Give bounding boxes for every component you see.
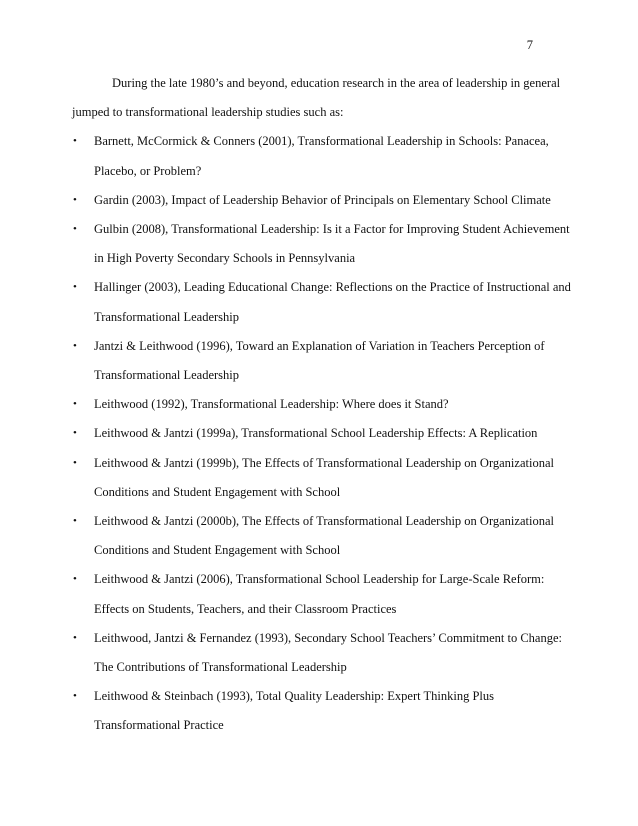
list-item: [72, 215, 572, 273]
reference-text: Barnett, McCormick & Conners (2001), Transformational Leadership in Schools: Panacea, Placebo, or Problem?: [94, 134, 549, 178]
list-item: [72, 419, 572, 448]
page-number: 7: [526, 38, 533, 52]
bullet-icon: •: [73, 515, 77, 528]
bullet-icon: •: [73, 427, 77, 440]
reference-text: Leithwood & Jantzi (2000b), The Effects of Transformational Leadership on Organizational Conditions and Student Engagement with School: [94, 514, 554, 558]
document-body: [72, 69, 572, 741]
reference-text: Jantzi & Leithwood (1996), Toward an Explanation of Variation in Teachers Perception of Transformational Leadership: [94, 338, 545, 383]
reference-list: [72, 127, 572, 740]
bullet-icon: •: [73, 631, 77, 644]
bullet-icon: •: [73, 281, 77, 294]
bullet-icon: •: [73, 573, 77, 586]
bullet-icon: •: [73, 456, 77, 469]
list-item: [72, 273, 572, 331]
reference-text: Gardin (2003), Impact of Leadership Behavior of Principals on Elementary School Climate: [94, 192, 551, 207]
list-item: [72, 390, 572, 419]
reference-text: Leithwood & Jantzi (1999a), Transformational School Leadership Effects: A Replication: [94, 426, 538, 441]
bullet-icon: •: [73, 223, 77, 236]
reference-text: Leithwood, Jantzi & Fernandez (1993), Secondary School Teachers’ Commitment to Change: The Contributions of Transformational Leadership: [94, 630, 562, 675]
list-item: [72, 449, 572, 507]
list-item: [72, 507, 572, 565]
reference-text: Hallinger (2003), Leading Educational Change: Reflections on the Practice of Instructional and Transformational Leadership: [94, 280, 571, 324]
bullet-icon: •: [73, 193, 77, 206]
bullet-icon: •: [73, 398, 77, 411]
list-item: [72, 186, 572, 215]
reference-text: Leithwood & Steinbach (1993), Total Quality Leadership: Expert Thinking Plus Transformational Practice: [94, 689, 494, 733]
reference-text: Leithwood (1992), Transformational Leadership: Where does it Stand?: [94, 397, 449, 412]
reference-text: Leithwood & Jantzi (2006), Transformational School Leadership for Large-Scale Reform: Effects on Students, Teachers, and their Classroom Practices: [94, 572, 545, 616]
bullet-icon: •: [73, 690, 77, 703]
list-item: [72, 624, 572, 682]
list-item: [72, 682, 572, 740]
bullet-icon: •: [73, 339, 77, 352]
reference-text: Gulbin (2008), Transformational Leadership: Is it a Factor for Improving Student Achievement in High Poverty Secondary Schools in Pennsylvania: [94, 222, 570, 266]
list-item: [72, 127, 572, 185]
list-item: [72, 332, 572, 390]
bullet-icon: •: [73, 135, 77, 148]
intro-paragraph: During the late 1980’s and beyond, education research in the area of leadership in general jumped to transformational leadership studies such as:: [72, 76, 561, 120]
list-item: [72, 565, 572, 623]
reference-text: Leithwood & Jantzi (1999b), The Effects of Transformational Leadership on Organizational Conditions and Student Engagement with School: [94, 455, 554, 499]
